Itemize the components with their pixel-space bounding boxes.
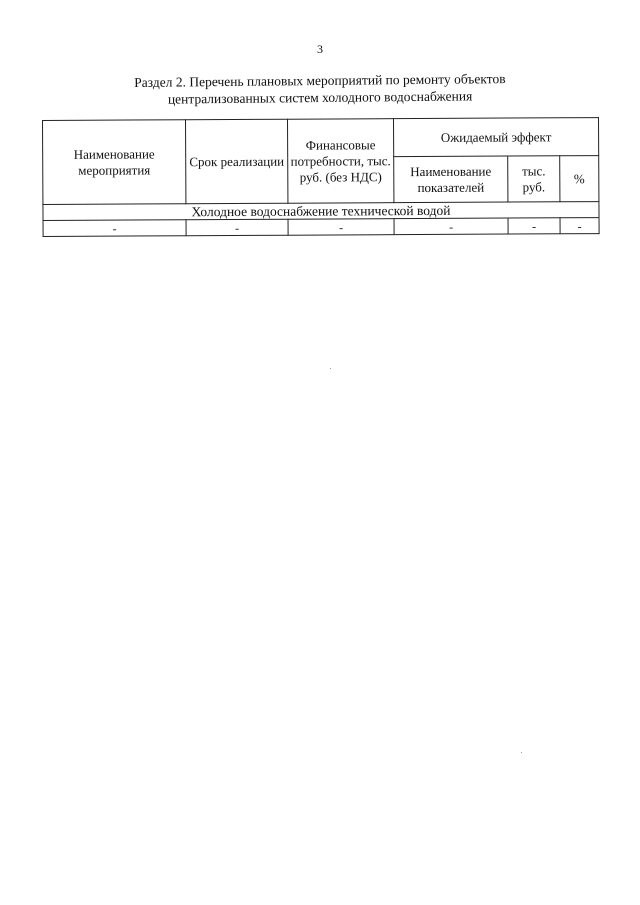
header-effect: Ожидаемый эффект — [393, 118, 598, 157]
page-number: 3 — [317, 42, 323, 56]
cell-thousand-rub: - — [508, 218, 560, 234]
cell-indicator: - — [394, 218, 508, 235]
cell-term: - — [186, 219, 288, 236]
section-title: Холодное водоснабжение технической водой — [43, 202, 599, 221]
header-term: Срок реализации — [186, 119, 288, 204]
scan-speck — [521, 752, 522, 753]
scan-speck — [330, 368, 331, 369]
title-line-2: централизованных систем холодного водоснабжения — [167, 88, 473, 107]
cell-percent: - — [560, 218, 599, 234]
header-name: Наименование мероприятия — [43, 120, 186, 205]
cell-name: - — [43, 220, 186, 237]
section-title-heading — [60, 69, 580, 108]
header-percent: % — [560, 156, 599, 202]
cell-finance: - — [288, 219, 394, 236]
table-row — [43, 218, 599, 237]
header-indicator-name: Наименование показателей — [394, 156, 508, 203]
header-thousand-rub: тыс. руб. — [508, 156, 560, 202]
title-line-1: Раздел 2. Перечень плановых мероприятий по ремонту объектов — [134, 71, 506, 90]
header-finance: Финансовые потребности, тыс. руб. (без НДС) — [287, 119, 393, 204]
measures-table — [42, 117, 600, 237]
header-row-1 — [43, 118, 599, 159]
